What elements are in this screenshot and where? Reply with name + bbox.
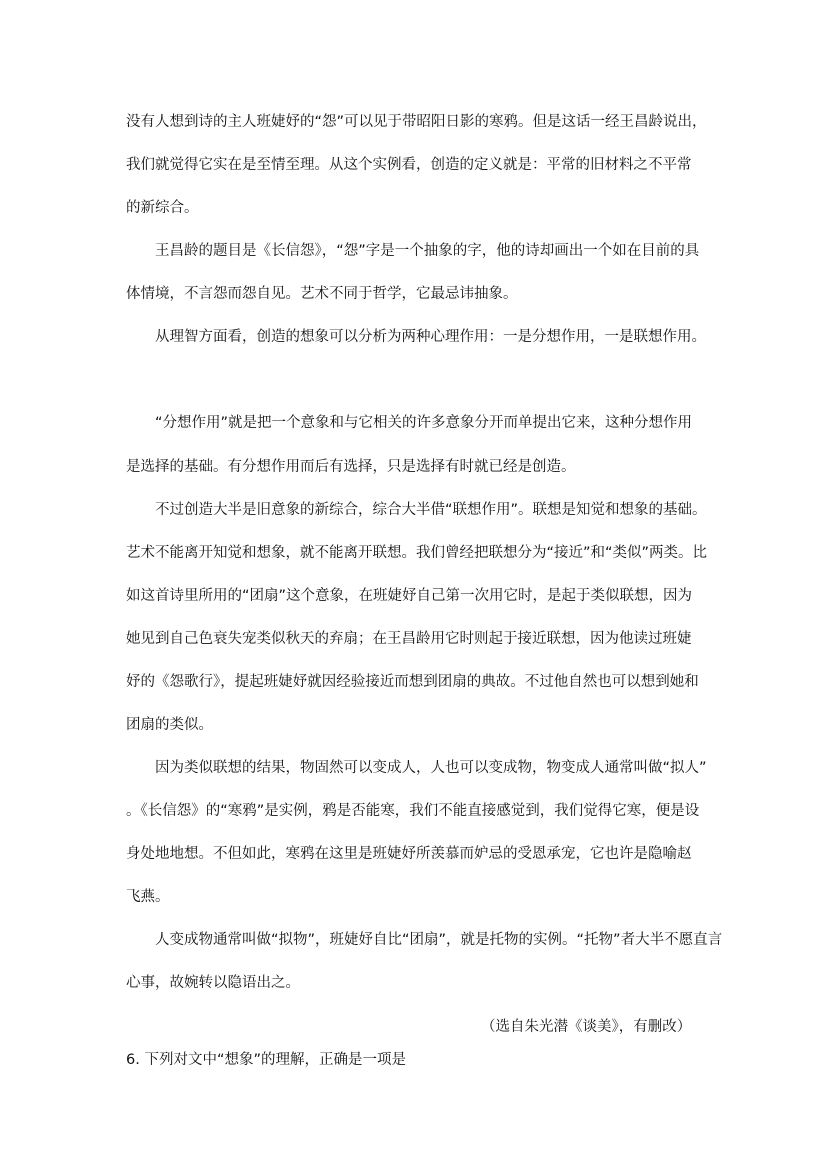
paragraph-line: 王昌龄的题目是《长信怨》，“怨”字是一个抽象的字，他的诗却画出一个如在目前的具 [155, 243, 700, 259]
paragraph-line: 人变成物通常叫做“拟物”，班婕妤自比“团扇”，就是托物的实例。“托物”者大半不愿直言 [155, 932, 723, 948]
paragraph-line: 妤的《怨歌行》，提起班婕妤就因经验接近而想到团扇的典故。不过他自然也可以想到她和 [126, 674, 699, 690]
paragraph-line: 她见到自己色衰失宠类似秋天的弃扇；在王昌龄用它时则起于接近联想，因为他读过班婕 [126, 631, 692, 647]
paragraph-line: 如这首诗里所用的“团扇”这个意象，在班婕妤自己第一次用它时，是起于类似联想，因为 [126, 588, 693, 604]
paragraph-line: 飞燕。 [126, 889, 170, 905]
paragraph-line: 体情境，不言怨而怨自见。艺术不同于哲学，它最忌讳抽象。 [126, 286, 518, 302]
paragraph-line: 我们就觉得它实在是至情至理。从这个实例看，创造的定义就是：平常的旧材料之不平常 [126, 157, 692, 173]
paragraph-line: 团扇的类似。 [126, 717, 213, 733]
paragraph-line: 的新综合。 [126, 200, 199, 216]
paragraph-line: 艺术不能离开知觉和想象，就不能离开联想。我们曾经把联想分为“接近”和“类似”两类。比 [126, 545, 708, 561]
paragraph-line: 身处地地想。不但如此，寒鸦在这里是班婕妤所羡慕而妒忌的受恩承宠，它也许是隐喻赵 [126, 846, 692, 862]
paragraph-line: 。《长信怨》的“寒鸦”是实例，鸦是否能寒，我们不能直接感觉到，我们觉得它寒，便是设 [126, 803, 700, 819]
paragraph-line: 没有人想到诗的主人班婕妤的“怨”可以见于带昭阳日影的寒鸦。但是这话一经王昌龄说出， [126, 114, 707, 130]
paragraph-line: 从理智方面看，创造的想象可以分析为两种心理作用：一是分想作用，一是联想作用。 [155, 329, 706, 345]
paragraph-line: “分想作用”就是把一个意象和与它相关的许多意象分开而单提出它来，这种分想作用 [155, 415, 693, 431]
source-citation: （选自朱光潜《谈美》，有删改） [481, 1019, 692, 1035]
question-6: 6. 下列对文中“想象”的理解，正确是一项是 [126, 1052, 406, 1068]
paragraph-line: 不过创造大半是旧意象的新综合，综合大半借“联想作用”。联想是知觉和想象的基础。 [155, 502, 707, 518]
paragraph-line: 是选择的基础。有分想作用而后有选择，只是选择有时就已经是创造。 [126, 459, 576, 475]
paragraph-line: 心事，故婉转以隐语出之。 [126, 975, 300, 991]
paragraph-line: 因为类似联想的结果，物固然可以变成人，人也可以变成物，物变成人通常叫做“拟人” [155, 760, 707, 776]
